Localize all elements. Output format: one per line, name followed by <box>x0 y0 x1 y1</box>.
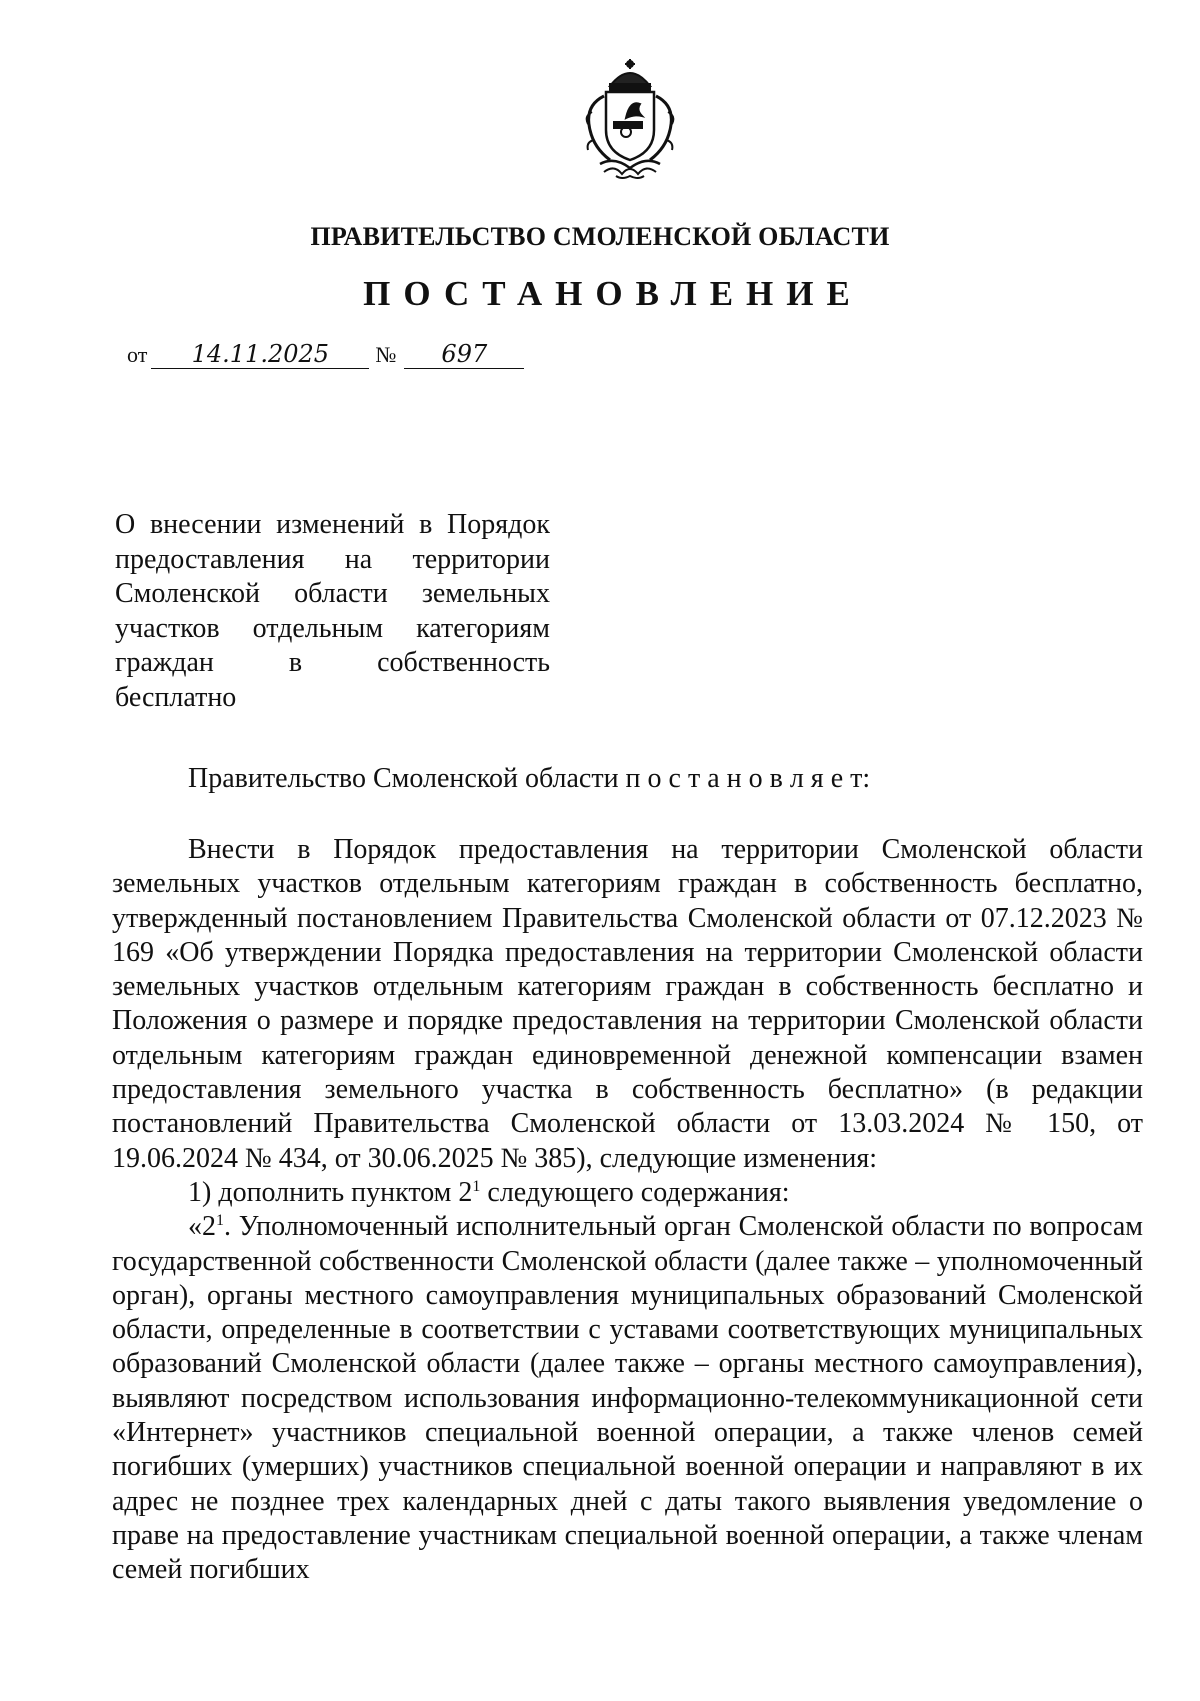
document-type-title: ПОСТАНОВЛЕНИЕ <box>363 274 863 313</box>
subject-line: участков отдельным категориям <box>115 612 550 644</box>
decree-number: 697 <box>404 340 524 369</box>
subject-line: Смоленской области земельных <box>115 578 550 610</box>
decree-number-line <box>127 340 524 369</box>
number-label: № <box>375 342 397 367</box>
superscript: 1 <box>472 1177 481 1195</box>
government-name: ПРАВИТЕЛЬСТВО СМОЛЕНСКОЙ ОБЛАСТИ <box>310 222 890 251</box>
paragraph-text: . Уполномоченный исполнительный орган Смоленской области по вопросам государственной собственности Смоленской области (далее также – уполномоченный орган), органы местного самоуправления муниципальных образований Смоленской области, определенные в соответствии с уставами соответствующих муниципальных образований Смоленской области (далее также – органы местного самоуправления), выявляют посредством использования информационно-телекоммуникационной сети «Интернет» участников специальной военной операции, а также членов семей погибших (умерших) участников специальной военной операции и направляют в их адрес не позднее трех календарных дней с даты такого выявления уведомление о праве на предоставление участникам специальной военной операции, а также членам семей погибших <box>112 1211 1143 1586</box>
paragraph-text: 1) дополнить пунктом 2 <box>188 1176 473 1208</box>
body-paragraph <box>112 1210 1143 1587</box>
body-paragraph <box>112 1176 1143 1210</box>
subject-line: предоставления на территории <box>115 543 550 575</box>
decree-date: 14.11.2025 <box>151 340 369 369</box>
subject-line: граждан в собственность <box>115 647 550 679</box>
preamble: Правительство Смоленской области п о с т а н о в л я е т: <box>188 763 871 794</box>
paragraph-text: «2 <box>188 1211 216 1243</box>
subject-line: О внесении изменений в Порядок <box>115 509 550 540</box>
subject-line: бесплатно <box>115 681 237 713</box>
coat-of-arms-emblem <box>570 56 690 184</box>
body-paragraph: Внести в Порядок предоставления на территории Смоленской области земельных участков отдельным категориям граждан в собственность бесплатно, утвержденный постановлением Правительства Смоленской области от 07.12.2023 № 169 «Об утверждении Порядка предоставления на территории Смоленской области земельных участков отдельным категориям граждан в собственность бесплатно и Положения о размере и порядке предоставления на территории Смоленской области отдельным категориям граждан единовременной денежной компенсации взамен предоставления земельного участка в собственность бесплатно» (в редакции постановлений Правительства Смоленской области от 13.03.2024 № 150, от 19.06.2024 № 434, от 30.06.2025 № 385), следующие изменения: <box>112 834 1143 1174</box>
decree-subject <box>115 508 550 716</box>
date-label: от <box>127 342 148 367</box>
paragraph-text: следующего содержания: <box>480 1176 790 1208</box>
superscript: 1 <box>216 1212 224 1230</box>
decree-body <box>112 833 1143 1588</box>
